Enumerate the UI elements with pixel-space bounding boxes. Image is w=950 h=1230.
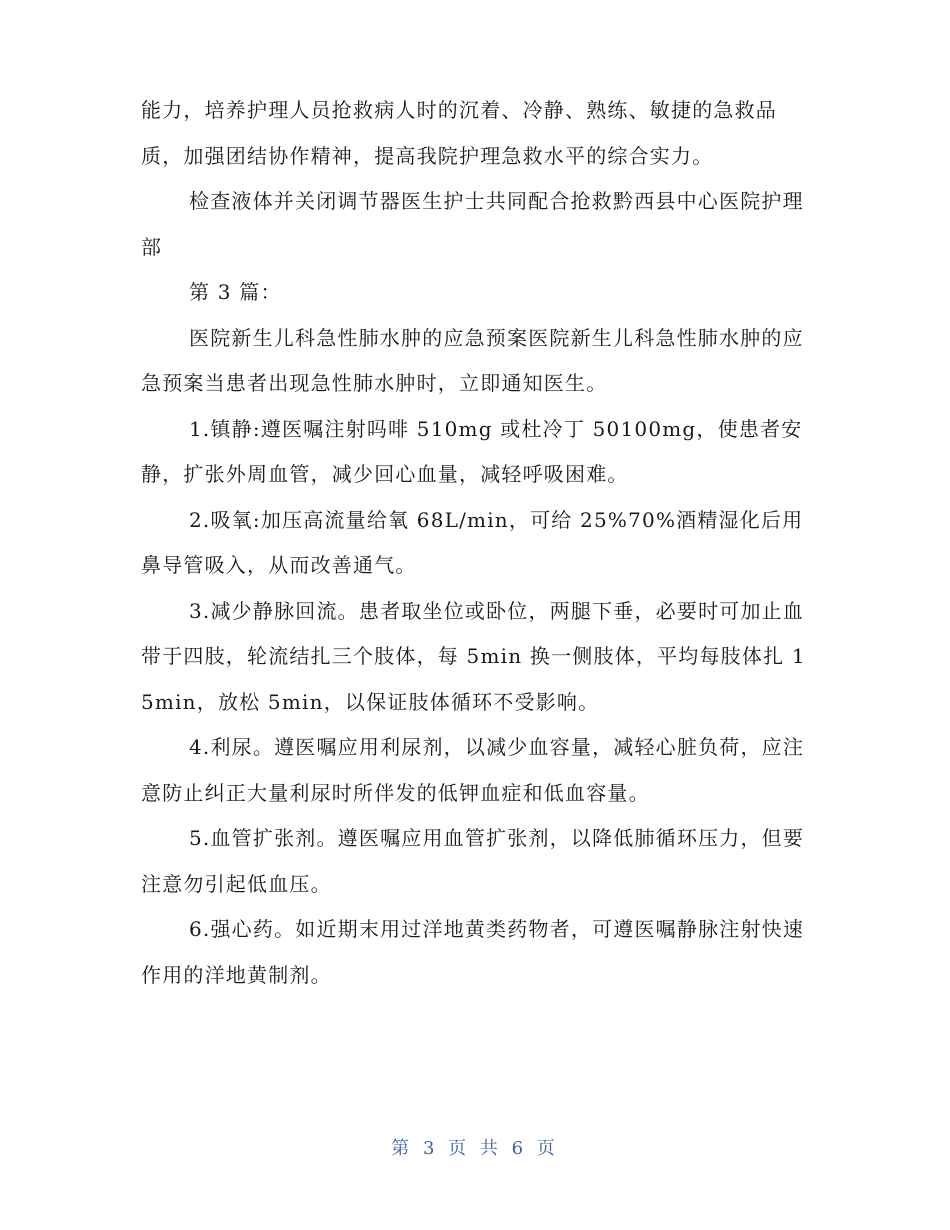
paragraph-liquid-check: 检查液体并关闭调节器医生护士共同配合抢救黔西县中心医院护理部	[141, 189, 804, 259]
paragraph-step-2: 2.吸氧:加压高流量给氧 68L/min，可给 25%70%酒精湿化后用鼻导管吸入，从而改善通气。	[141, 507, 804, 577]
page-number-footer: 第 3 页 共 6 页	[391, 1138, 559, 1159]
section-heading: 第 3 篇：	[189, 280, 282, 304]
paragraph-step-1: 1.镇静:遵医嘱注射吗啡 510mg 或杜冷丁 50100mg，使患者安静，扩张外周血管，减少回心血量，减轻呼吸困难。	[141, 416, 803, 486]
paragraph-intro: 医院新生儿科急性肺水肿的应急预案医院新生儿科急性肺水肿的应急预案当患者出现急性肺水肿时，立即通知医生。	[141, 325, 804, 395]
paragraph-continuation: 能力，培养护理人员抢救病人时的沉着、冷静、熟练、敏捷的急救品质，加强团结协作精神，提高我院护理急救水平的综合实力。	[141, 98, 777, 168]
paragraph-step-4: 4.利尿。遵医嘱应用利尿剂，以减少血容量，减轻心脏负荷，应注意防止纠正大量利尿时所伴发的低钾血症和低血容量。	[141, 735, 805, 805]
paragraph-step-3: 3.减少静脉回流。患者取坐位或卧位，两腿下垂，必要时可加止血带于四肢，轮流结扎三个肢体，每 5min 换一侧肢体，平均每肢体扎 15min，放松 5min，以保证肢体循环不受影响。	[141, 598, 806, 714]
document-body	[141, 88, 809, 998]
paragraph-step-5: 5.血管扩张剂。遵医嘱应用血管扩张剂，以降低肺循环压力，但要注意勿引起低血压。	[141, 826, 805, 896]
paragraph-step-6: 6.强心药。如近期末用过洋地黄类药物者，可遵医嘱静脉注射快速作用的洋地黄制剂。	[141, 917, 805, 987]
